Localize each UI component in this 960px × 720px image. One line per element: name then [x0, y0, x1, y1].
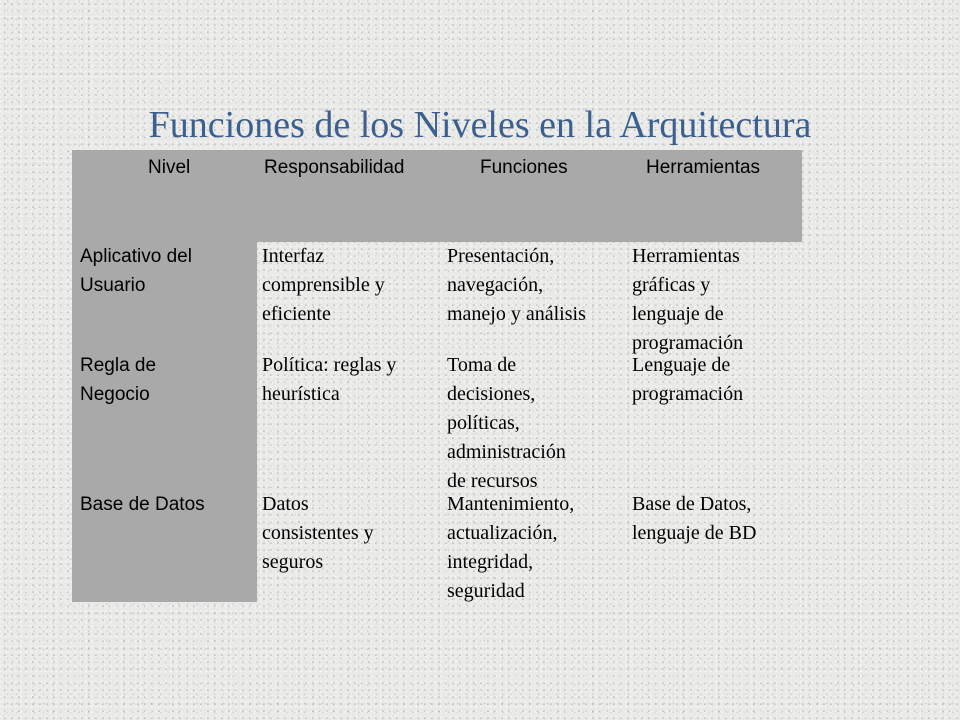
cell-line: integridad, [447, 551, 534, 573]
cell-line: Presentación, [447, 245, 555, 267]
cell-line: Política: reglas y [262, 354, 397, 376]
cell-line: Herramientas [632, 245, 740, 267]
row-regla-funciones [447, 351, 566, 496]
header-responsabilidad: Responsabilidad [264, 157, 405, 178]
cell-line: decisiones, [447, 383, 536, 405]
nivel-line: Regla de [80, 355, 157, 376]
cell-line: Lenguaje de [632, 354, 731, 376]
cell-line: administración [447, 441, 566, 463]
nivel-line: Negocio [80, 384, 150, 405]
cell-line: seguridad [447, 580, 525, 602]
row-aplicativo-herramientas [632, 242, 743, 358]
cell-line: heurística [262, 383, 340, 405]
row-base-datos-responsabilidad [262, 490, 374, 577]
row-regla-responsabilidad [262, 351, 396, 409]
cell-line: políticas, [447, 412, 520, 434]
row-regla-nivel [80, 351, 156, 409]
nivel-line: Aplicativo del [80, 246, 192, 267]
header-herramientas: Herramientas [646, 157, 761, 178]
architecture-levels-table [72, 150, 802, 602]
cell-line: comprensible y [262, 274, 385, 296]
nivel-line: Base de Datos [80, 494, 205, 515]
cell-line: eficiente [262, 303, 331, 325]
cell-line: programación [632, 332, 744, 354]
cell-line: actualización, [447, 522, 558, 544]
cell-line: lenguaje de [632, 303, 724, 325]
nivel-line: Usuario [80, 275, 146, 296]
row-base-datos-funciones [447, 490, 574, 606]
row-base-datos-herramientas [632, 490, 756, 548]
header-nivel: Nivel [148, 157, 191, 178]
cell-line: lenguaje de BD [632, 522, 757, 544]
header-funciones: Funciones [480, 157, 568, 178]
cell-line: navegación, [447, 274, 544, 296]
row-aplicativo-funciones [447, 242, 586, 329]
row-aplicativo-nivel [80, 242, 192, 300]
slide-title: Funciones de los Niveles en la Arquitectura [148, 104, 812, 146]
cell-line: gráficas y [632, 274, 711, 296]
row-aplicativo-responsabilidad [262, 242, 385, 329]
cell-line: Toma de [447, 354, 517, 376]
cell-line: Base de Datos, [632, 493, 752, 515]
cell-line: de recursos [447, 470, 538, 492]
cell-line: manejo y análisis [447, 303, 586, 325]
cell-line: Datos [262, 493, 309, 515]
cell-line: consistentes y [262, 522, 374, 544]
cell-line: seguros [262, 551, 324, 573]
cell-line: Mantenimiento, [447, 493, 575, 515]
cell-line: Interfaz [262, 245, 325, 267]
row-base-datos-nivel [80, 490, 205, 519]
cell-line: programación [632, 383, 744, 405]
row-regla-herramientas [632, 351, 743, 409]
